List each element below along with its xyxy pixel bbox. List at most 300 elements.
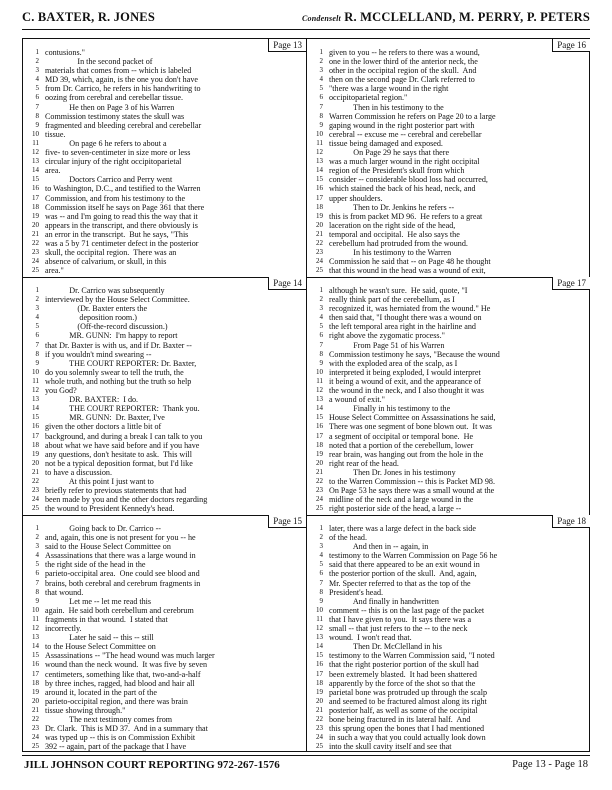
transcript-line	[307, 184, 590, 193]
line-number: 1	[319, 524, 323, 532]
line-number: 15	[32, 175, 39, 184]
line-text: Doctors Carrico and Perry went	[45, 175, 173, 185]
header-right-group	[302, 10, 590, 25]
transcript-line	[307, 194, 590, 203]
transcript-line	[307, 239, 590, 248]
transcript-line	[307, 212, 590, 221]
page-number-label: Page 15	[268, 515, 306, 528]
transcript-lines	[307, 286, 590, 513]
header-right-names: R. MCCLELLAND, M. PERRY, P. PETERS	[344, 10, 590, 24]
line-number: 13	[32, 157, 39, 166]
line-number: 1	[319, 48, 323, 56]
line-text: occipitoparietal region."	[329, 93, 408, 103]
transcript-line	[307, 157, 590, 166]
transcript-line	[307, 504, 590, 513]
line-text: although he wasn't sure. He said, quote, "I	[329, 286, 468, 295]
line-text: was a 5 by 71 centimeter defect in the posterior	[45, 238, 199, 248]
transcript-line	[23, 386, 306, 395]
line-text: to have a discussion.	[45, 467, 112, 477]
line-text: fragmented and bleeding cerebral and cerebellar	[45, 120, 202, 130]
transcript-line	[23, 624, 306, 633]
line-text: apparently by the force of the shot so that the	[329, 678, 476, 688]
line-number: 2	[319, 533, 323, 542]
line-number: 16	[316, 184, 323, 193]
transcript-line	[23, 103, 306, 112]
transcript-line	[307, 742, 590, 751]
page-footer	[22, 755, 590, 776]
line-text: DR. BAXTER: I do.	[45, 395, 139, 405]
line-text: On Page 29 he says that there	[329, 148, 450, 158]
line-number: 17	[316, 669, 323, 678]
transcript-line	[23, 395, 306, 404]
transcript-line	[307, 441, 590, 450]
transcript-line	[307, 715, 590, 724]
transcript-line	[23, 588, 306, 597]
transcript-line	[23, 542, 306, 551]
line-number: 24	[316, 733, 323, 742]
line-text: other in the occipital region of the skull. And	[329, 66, 477, 76]
transcript-line	[307, 733, 590, 742]
line-number: 3	[319, 66, 323, 75]
line-text: testimony to the Warren Commission on Page 56 he	[329, 551, 498, 561]
line-text: He then on Page 3 of his Warren	[45, 102, 175, 112]
line-number: 19	[316, 211, 323, 220]
line-text: a segment of occipital or temporal bone. He	[329, 431, 474, 441]
line-text: the right side of the head in the	[45, 560, 146, 570]
line-number: 16	[32, 184, 39, 193]
line-text: gaping wound in the right posterior part with	[329, 120, 475, 130]
transcript-line	[23, 75, 306, 84]
transcript-line	[307, 569, 590, 578]
line-text: consider -- considerable blood loss had occurred,	[329, 175, 488, 185]
line-text: right posterior side of the head, a large --	[329, 504, 462, 514]
line-text: Warren Commission he refers on Page 20 to a large	[329, 111, 496, 121]
line-number: 4	[35, 313, 39, 322]
line-text: again. He said both cerebellum and cerebrum	[45, 605, 194, 615]
transcript-line	[23, 313, 306, 322]
line-text: Then in his testimony to the	[329, 102, 444, 112]
line-text: circular injury of the right occipitoparietal	[45, 157, 182, 167]
footer-page-range: Page 13 - Page 18	[512, 759, 588, 770]
line-number: 1	[35, 48, 39, 56]
line-number: 20	[32, 458, 39, 467]
line-number: 16	[316, 660, 323, 669]
line-number: 3	[319, 542, 323, 551]
line-number: 19	[32, 449, 39, 458]
line-number: 9	[35, 596, 39, 605]
line-number: 8	[319, 349, 323, 358]
line-number: 7	[35, 102, 39, 111]
line-number: 3	[35, 304, 39, 313]
line-number: 4	[319, 313, 323, 322]
line-number: 19	[32, 211, 39, 220]
transcript-line	[23, 286, 306, 295]
line-number: 8	[35, 587, 39, 596]
line-text: do you solemnly swear to tell the truth, the	[45, 367, 184, 377]
transcript-line	[23, 697, 306, 706]
line-number: 12	[32, 624, 39, 633]
transcript-line	[23, 130, 306, 139]
line-number: 12	[32, 148, 39, 157]
line-number: 18	[32, 678, 39, 687]
transcript-line	[23, 715, 306, 724]
line-text: deposition room.)	[45, 313, 137, 323]
transcript-line	[23, 322, 306, 331]
line-number: 12	[316, 386, 323, 395]
line-number: 15	[316, 175, 323, 184]
line-number: 18	[316, 202, 323, 211]
line-text: given to you -- he refers to there was a wound,	[329, 48, 480, 57]
line-text: Finally in his testimony to the	[329, 404, 451, 414]
line-text: area.	[45, 166, 61, 176]
line-number: 14	[316, 404, 323, 413]
line-number: 2	[319, 57, 323, 66]
transcript-line	[307, 148, 590, 157]
transcript-line	[23, 368, 306, 377]
transcript-line	[23, 93, 306, 102]
line-text: Assassinations that there was a large wound in	[45, 551, 196, 561]
line-text: MR. GUNN: I'm happy to report	[45, 331, 178, 341]
line-number: 2	[35, 57, 39, 66]
line-text: parieto-occipital region, and there was brain	[45, 696, 188, 706]
line-number: 18	[32, 440, 39, 449]
transcript-line	[307, 579, 590, 588]
transcript-line	[23, 175, 306, 184]
line-text: absence of calvarium, or skull, in this	[45, 257, 167, 267]
transcript-line	[307, 139, 590, 148]
transcript-line	[307, 266, 590, 275]
line-text: From Page 51 of his Warren	[329, 340, 445, 350]
transcript-page	[307, 39, 590, 277]
transcript-line	[307, 542, 590, 551]
line-number: 9	[319, 358, 323, 367]
transcript-line	[23, 166, 306, 175]
transcript-line	[307, 230, 590, 239]
transcript-line	[23, 670, 306, 679]
line-number: 13	[32, 395, 39, 404]
line-text: Commission itself he says on Page 361 that there	[45, 202, 205, 212]
line-number: 13	[32, 633, 39, 642]
transcript-line	[23, 66, 306, 75]
line-text: materials that comes from -- which is labeled	[45, 66, 192, 76]
transcript-line	[23, 239, 306, 248]
line-number: 21	[32, 705, 39, 714]
line-number: 18	[316, 678, 323, 687]
transcript-page	[23, 277, 306, 515]
line-text: small -- that just refers to the -- to the neck	[329, 624, 468, 634]
line-text: rear brain, was hanging out from the hole in the	[329, 449, 484, 459]
transcript-line	[23, 688, 306, 697]
line-text: been made by you and the other doctors regarding	[45, 495, 208, 505]
line-text: it being a wound of exit, and the appearance of	[329, 376, 481, 386]
line-number: 19	[316, 687, 323, 696]
transcript-line	[23, 660, 306, 669]
line-number: 21	[316, 229, 323, 238]
line-text: bone being fractured in its lateral half. And	[329, 714, 471, 724]
line-text: that the right posterior portion of the skull had	[329, 660, 479, 670]
transcript-line	[23, 486, 306, 495]
transcript-line	[23, 468, 306, 477]
line-number: 25	[316, 504, 323, 513]
line-number: 5	[35, 84, 39, 93]
line-number: 15	[316, 651, 323, 660]
transcript-line	[307, 670, 590, 679]
line-number: 7	[35, 578, 39, 587]
transcript-line	[307, 257, 590, 266]
line-number: 8	[319, 587, 323, 596]
line-number: 18	[316, 440, 323, 449]
line-text: been extremely blasted. It had been shattered	[329, 669, 477, 679]
transcript-grid	[22, 38, 590, 752]
line-text: in such a way that you could actually look down	[329, 733, 486, 743]
line-text: Let me -- let me read this	[45, 596, 152, 606]
transcript-line	[307, 313, 590, 322]
line-number: 10	[32, 367, 39, 376]
line-number: 15	[32, 651, 39, 660]
page-number-label: Page 13	[268, 39, 306, 52]
line-text: On page 6 he refers to about a	[45, 138, 167, 148]
transcript-line	[23, 706, 306, 715]
line-text: this sprung open the bones that I had mentioned	[329, 724, 485, 734]
line-text: that Dr. Baxter is with us, and if Dr. Baxter --	[45, 340, 192, 350]
line-number: 4	[35, 75, 39, 84]
line-number: 12	[32, 386, 39, 395]
line-number: 22	[32, 476, 39, 485]
line-number: 10	[316, 367, 323, 376]
line-text: appears in the transcript, and there obviously is	[45, 220, 198, 230]
line-text: the wound to President Kennedy's head.	[45, 504, 175, 514]
transcript-line	[23, 248, 306, 257]
transcript-line	[23, 194, 306, 203]
transcript-line	[307, 495, 590, 504]
line-number: 24	[32, 495, 39, 504]
line-number: 4	[35, 551, 39, 560]
line-text: fragments in that wound. I stated that	[45, 614, 168, 624]
line-number: 22	[32, 714, 39, 723]
line-text: was typed up -- this is on Commission Exhibit	[45, 733, 196, 743]
line-number: 5	[35, 322, 39, 331]
transcript-line	[23, 331, 306, 340]
line-number: 20	[316, 696, 323, 705]
line-text: one in the lower third of the anterior neck, the	[329, 57, 478, 67]
transcript-line	[23, 84, 306, 93]
line-number: 20	[32, 220, 39, 229]
line-number: 23	[32, 724, 39, 733]
transcript-line	[23, 304, 306, 313]
line-number: 23	[316, 724, 323, 733]
transcript-line	[23, 148, 306, 157]
page-header	[22, 8, 590, 30]
transcript-line	[23, 139, 306, 148]
transcript-line	[23, 597, 306, 606]
line-number: 23	[316, 248, 323, 257]
transcript-line	[23, 724, 306, 733]
transcript-page	[23, 515, 306, 753]
transcript-line	[307, 322, 590, 331]
line-number: 5	[319, 322, 323, 331]
transcript-line	[23, 633, 306, 642]
line-number: 17	[32, 669, 39, 678]
line-text: comment -- this is on the last page of the packet	[329, 605, 485, 615]
transcript-line	[23, 679, 306, 688]
line-text: around it, located in the part of the	[45, 687, 157, 697]
line-text: noted that a portion of the cerebellum, lower	[329, 440, 474, 450]
line-number: 24	[32, 733, 39, 742]
line-text: On Page 53 he says there was a small wound at the	[329, 486, 495, 496]
line-text: House Select Committee on Assassinations he said,	[329, 413, 496, 423]
transcript-line	[23, 221, 306, 230]
line-number: 2	[319, 295, 323, 304]
line-number: 14	[316, 166, 323, 175]
transcript-line	[307, 459, 590, 468]
line-text: parieto-occipital area. One could see blood and	[45, 569, 200, 579]
header-rule	[22, 29, 590, 30]
line-number: 17	[316, 193, 323, 202]
line-text: In the second packet of	[45, 57, 153, 67]
line-text: tissue showing through."	[45, 705, 126, 715]
transcript-line	[307, 524, 590, 533]
line-number: 21	[32, 467, 39, 476]
transcript-line	[307, 679, 590, 688]
transcript-line	[307, 93, 590, 102]
line-number: 2	[35, 533, 39, 542]
transcript-line	[307, 551, 590, 560]
transcript-line	[307, 48, 590, 57]
line-number: 3	[35, 542, 39, 551]
line-text: THE COURT REPORTER: Thank you.	[45, 404, 200, 414]
line-number: 17	[32, 193, 39, 202]
header-left-names: C. BAXTER, R. JONES	[22, 10, 155, 24]
line-number: 10	[316, 605, 323, 614]
line-text: was -- and I'm going to read this the way that it	[45, 211, 198, 221]
line-number: 14	[32, 642, 39, 651]
line-text: area."	[45, 266, 64, 276]
transcript-line	[307, 422, 590, 431]
page-number-label: Page 17	[552, 277, 590, 290]
line-text: to the Warren Commission -- this is Packet MD 98.	[329, 476, 496, 486]
transcript-line	[307, 633, 590, 642]
line-number: 18	[32, 202, 39, 211]
line-text: And finally in handwritten	[329, 596, 439, 606]
line-text: Commission, and from his testimony to the	[45, 193, 186, 203]
line-text: background, and during a break I can talk to you	[45, 431, 203, 441]
transcript-line	[23, 295, 306, 304]
line-text: cerebellum had protruded from the wound.	[329, 238, 468, 248]
transcript-line	[307, 606, 590, 615]
transcript-line	[23, 615, 306, 624]
transcript-line	[307, 248, 590, 257]
transcript-line	[23, 404, 306, 413]
line-text: right above the zygomatic process."	[329, 331, 445, 341]
transcript-line	[23, 524, 306, 533]
line-number: 7	[319, 340, 323, 349]
line-number: 10	[32, 605, 39, 614]
line-text: temporal and occipital. He also says the	[329, 229, 460, 239]
line-number: 22	[32, 238, 39, 247]
line-number: 24	[32, 257, 39, 266]
line-number: 12	[316, 624, 323, 633]
line-number: 9	[319, 120, 323, 129]
line-number: 21	[32, 229, 39, 238]
transcript-line	[23, 48, 306, 57]
line-text: wound. I won't read that.	[329, 633, 412, 643]
line-text: tissue being damaged and exposed.	[329, 138, 443, 148]
transcript-line	[307, 697, 590, 706]
line-text: whole truth, and nothing but the truth so help	[45, 376, 192, 386]
line-text: and, again, this one is not present for you -- he	[45, 533, 196, 543]
transcript-line	[307, 413, 590, 422]
line-number: 14	[32, 166, 39, 175]
page-number-label: Page 16	[552, 39, 590, 52]
line-text: that I have given to you. It says there was a	[329, 614, 472, 624]
transcript-line	[307, 450, 590, 459]
line-number: 7	[35, 340, 39, 349]
line-text: parietal bone was protruded up through the scalp	[329, 687, 488, 697]
line-text: interviewed by the House Select Committee.	[45, 295, 190, 305]
line-number: 11	[32, 376, 39, 385]
transcript-line	[307, 331, 590, 340]
line-text: And then in -- again, in	[329, 542, 429, 552]
transcript-line	[307, 588, 590, 597]
transcript-line	[307, 112, 590, 121]
line-text: Commission he said that -- on Page 48 he thought	[329, 257, 491, 267]
line-number: 19	[316, 449, 323, 458]
line-number: 16	[32, 660, 39, 669]
line-text: "there was a large wound in the right	[329, 84, 449, 94]
line-number: 5	[319, 560, 323, 569]
transcript-line	[23, 560, 306, 569]
line-number: 13	[316, 395, 323, 404]
line-number: 6	[35, 93, 39, 102]
line-text: not be a typical deposition format, but I'd like	[45, 458, 193, 468]
line-text: skull, the occipital region. There was an	[45, 248, 177, 258]
transcript-page	[307, 277, 590, 515]
transcript-line	[23, 432, 306, 441]
line-text: centimeters, something like that, two-and-a-half	[45, 669, 201, 679]
line-number: 11	[32, 614, 39, 623]
line-number: 25	[32, 266, 39, 275]
line-number: 17	[316, 431, 323, 440]
line-number: 24	[316, 257, 323, 266]
line-text: said to the House Select Committee on	[45, 542, 171, 552]
transcript-lines	[307, 48, 590, 275]
line-number: 23	[32, 486, 39, 495]
transcript-line	[23, 257, 306, 266]
line-text: oozing from cerebral and cerebellar tissue.	[45, 93, 183, 103]
line-text: you God?	[45, 386, 77, 396]
transcript-line	[307, 121, 590, 130]
transcript-line	[23, 569, 306, 578]
line-text: recognized it, was herniated from the wound." He	[329, 304, 491, 314]
line-text: wound than the neck wound. It was five by seven	[45, 660, 208, 670]
line-text: Dr. Carrico was subsequently	[45, 286, 165, 295]
transcript-line	[307, 651, 590, 660]
transcript-line	[23, 651, 306, 660]
line-text: The next testimony comes from	[45, 714, 173, 724]
line-text: (Off-the-record discussion.)	[45, 322, 168, 332]
line-text: incorrectly.	[45, 624, 82, 634]
line-number: 15	[32, 413, 39, 422]
line-number: 24	[316, 495, 323, 504]
line-number: 22	[316, 476, 323, 485]
transcript-lines	[307, 524, 590, 751]
line-text: In his testimony to the Warren	[329, 248, 452, 258]
line-text: this is from packet MD 96. He refers to a great	[329, 211, 483, 221]
transcript-line	[307, 724, 590, 733]
line-text: cerebral -- excuse me -- cerebral and cerebellar	[329, 129, 482, 139]
line-number: 25	[316, 742, 323, 751]
transcript-line	[307, 386, 590, 395]
